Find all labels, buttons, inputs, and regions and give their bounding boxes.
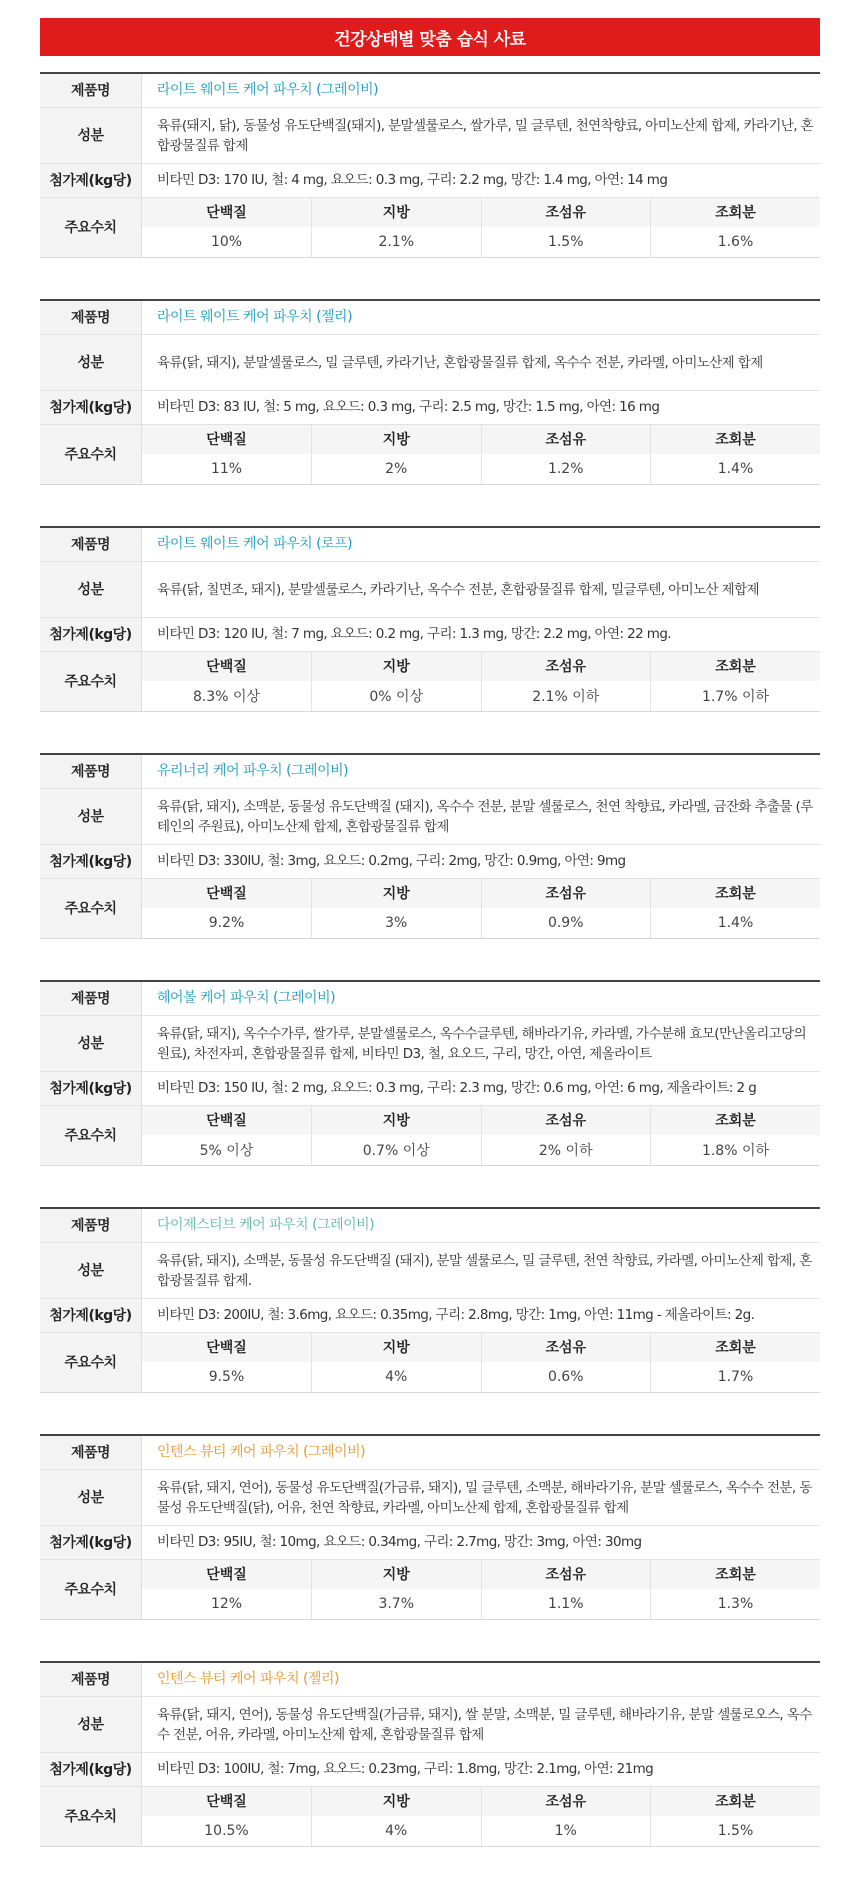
product-table [40, 526, 820, 712]
label-ingredients: 성분 [40, 1242, 142, 1298]
row-additives [40, 1298, 820, 1332]
nutrient-header: 조섬유 [481, 198, 651, 227]
product-name: 인텐스 뷰티 케어 파우치 (그레이비) [142, 1435, 821, 1469]
label-ingredients: 성분 [40, 107, 142, 163]
nutrient-value: 1.5% [481, 227, 651, 257]
row-product-name [40, 300, 820, 334]
row-key-values [40, 651, 820, 711]
row-additives [40, 1071, 820, 1105]
nutrient-header: 조섬유 [481, 1106, 651, 1135]
label-additives: 첨가제(kg당) [40, 617, 142, 651]
product-name: 헤어볼 케어 파우치 (그레이비) [142, 981, 821, 1015]
nutrient-value: 1.4% [651, 908, 821, 938]
row-ingredients [40, 1696, 820, 1752]
nutrient-table [142, 652, 820, 711]
row-additives [40, 1525, 820, 1559]
row-product-name [40, 1435, 820, 1469]
nutrient-value: 9.2% [208, 914, 245, 931]
label-name: 제품명 [40, 981, 142, 1015]
label-ingredients: 성분 [40, 1696, 142, 1752]
ingredients-text: 육류(닭, 돼지), 분말셀룰로스, 밀 글루텐, 카라기난, 혼합광물질류 합제, 옥수수 전분, 카라멜, 아미노산제 합제 [157, 355, 763, 371]
nutrient-value: 0.7% 이상 [312, 1135, 482, 1165]
product-table [40, 1434, 820, 1620]
nutrient-header: 조회분 [651, 1560, 821, 1589]
ingredients-text: 육류(닭, 돼지), 소맥분, 동물성 유도단백질 (돼지), 분말 셀룰로스, 밀 글루텐, 천연 착향료, 카라멜, 아미노산제 합제, 혼합광물질류 합제. [157, 1253, 812, 1289]
nutrient-value: 0.6% [481, 1362, 651, 1392]
nutrient-value: 2.1% 이하 [481, 681, 651, 711]
additives-text: 비타민 D3: 150 IU, 철: 2 mg, 요오드: 0.3 mg, 구리: 2.3 mg, 망간: 0.6 mg, 아연: 6 mg, 제올라이트: 2 g [142, 1071, 821, 1105]
label-key-values: 주요수치 [40, 651, 142, 711]
product-name: 인텐스 뷰티 케어 파우치 (젤리) [142, 1662, 821, 1696]
nutrient-header: 단백질 [142, 652, 312, 681]
label-name: 제품명 [40, 527, 142, 561]
nutrient-header: 단백질 [142, 879, 312, 908]
row-ingredients [40, 1015, 820, 1071]
nutrient-value: 4% [312, 1362, 482, 1392]
row-additives [40, 163, 820, 197]
row-additives [40, 617, 820, 651]
nutrient-value: 4% [312, 1816, 482, 1846]
nutrient-header: 지방 [312, 425, 482, 454]
product-name: 라이트 웨이트 케어 파우치 (그레이비) [142, 73, 821, 107]
label-key-values: 주요수치 [40, 1786, 142, 1846]
nutrient-value: 1.8% 이하 [651, 1135, 821, 1165]
row-product-name [40, 73, 820, 107]
additives-text: 비타민 D3: 330IU, 철: 3mg, 요오드: 0.2mg, 구리: 2mg, 망간: 0.9mg, 아연: 9mg [142, 844, 821, 878]
row-product-name [40, 1208, 820, 1242]
label-additives: 첨가제(kg당) [40, 1298, 142, 1332]
nutrient-value: 9.5% [208, 1368, 245, 1385]
nutrient-header: 조회분 [651, 879, 821, 908]
nutrient-value: 2.1% [312, 227, 482, 257]
nutrient-value: 8.3% 이상 [192, 688, 261, 705]
nutrient-table [142, 1560, 820, 1619]
nutrient-header: 단백질 [142, 1106, 312, 1135]
label-name: 제품명 [40, 300, 142, 334]
label-additives: 첨가제(kg당) [40, 163, 142, 197]
nutrient-value: 3% [312, 908, 482, 938]
nutrient-table [142, 1787, 820, 1846]
nutrient-value: 3.7% [312, 1589, 482, 1619]
row-key-values [40, 1786, 820, 1846]
row-key-values [40, 1559, 820, 1619]
ingredients-text: 육류(닭, 돼지), 소맥분, 동물성 유도단백질 (돼지), 옥수수 전분, 분말 셀룰로스, 천연 착향료, 카라멜, 금잔화 추출물 (루테인의 주원료), 아미노산제 합제, 혼합광물질류 합제 [157, 799, 813, 835]
label-ingredients: 성분 [40, 561, 142, 617]
product-name: 유리너리 케어 파우치 (그레이비) [142, 754, 821, 788]
product-table [40, 980, 820, 1166]
nutrient-value: 12% [210, 1595, 243, 1612]
product-name: 라이트 웨이트 케어 파우치 (로프) [142, 527, 821, 561]
nutrient-header: 조회분 [651, 1333, 821, 1362]
additives-text: 비타민 D3: 100IU, 철: 7mg, 요오드: 0.23mg, 구리: 1.8mg, 망간: 2.1mg, 아연: 21mg [142, 1752, 821, 1786]
nutrient-header: 조섬유 [481, 425, 651, 454]
ingredients-text: 육류(닭, 돼지, 연어), 동물성 유도단백질(가금류, 돼지), 쌀 분말, 소맥분, 밀 글루텐, 해바라기유, 분말 셀룰로오스, 옥수수 전분, 어유, 카라멜, 아미노산제 합제, 혼합광물질류 합제 [157, 1707, 812, 1743]
label-name: 제품명 [40, 754, 142, 788]
label-name: 제품명 [40, 1208, 142, 1242]
row-additives [40, 1752, 820, 1786]
row-key-values [40, 1332, 820, 1392]
nutrient-header: 지방 [312, 1333, 482, 1362]
nutrient-header: 조섬유 [481, 652, 651, 681]
nutrient-value: 5% 이상 [199, 1142, 254, 1159]
nutrient-header: 지방 [312, 1787, 482, 1816]
nutrient-value: 0.9% [481, 908, 651, 938]
nutrient-header: 조회분 [651, 425, 821, 454]
nutrient-header: 단백질 [142, 1560, 312, 1589]
row-ingredients [40, 107, 820, 163]
nutrient-header: 지방 [312, 198, 482, 227]
row-product-name [40, 527, 820, 561]
ingredients-text: 육류(돼지, 닭), 동물성 유도단백질(돼지), 분말셀룰로스, 쌀가루, 밀 글루텐, 천연착향료, 아미노산제 합제, 카라기난, 혼합광물질류 합제 [157, 118, 814, 154]
nutrient-table [142, 1333, 820, 1392]
label-name: 제품명 [40, 1662, 142, 1696]
nutrient-value: 1.2% [481, 454, 651, 484]
nutrient-value: 10.5% [204, 1822, 249, 1839]
product-name: 라이트 웨이트 케어 파우치 (젤리) [142, 300, 821, 334]
nutrient-header: 조회분 [651, 1106, 821, 1135]
nutrient-header: 지방 [312, 1560, 482, 1589]
nutrient-header: 조회분 [651, 198, 821, 227]
additives-text: 비타민 D3: 200IU, 철: 3.6mg, 요오드: 0.35mg, 구리: 2.8mg, 망간: 1mg, 아연: 11mg - 제올라이트: 2g. [142, 1298, 821, 1332]
nutrient-value: 1.5% [651, 1816, 821, 1846]
label-key-values: 주요수치 [40, 1559, 142, 1619]
row-ingredients [40, 1469, 820, 1525]
row-key-values [40, 1105, 820, 1165]
ingredients-text: 육류(닭, 돼지, 연어), 동물성 유도단백질(가금류, 돼지), 밀 글루텐, 소맥분, 해바라기유, 분말 셀룰로스, 옥수수 전분, 동물성 유도단백질(닭), 어유, 천연 착향료, 카라멜, 아미노산제 합제, 혼합광물질류 합제 [157, 1480, 812, 1516]
nutrient-value: 1% [481, 1816, 651, 1846]
page-title-text: 건강상태별 맞춤 습식 사료 [334, 29, 526, 50]
label-additives: 첨가제(kg당) [40, 1525, 142, 1559]
product-table [40, 1661, 820, 1847]
nutrient-table [142, 879, 820, 938]
nutrient-header: 단백질 [142, 1787, 312, 1816]
label-additives: 첨가제(kg당) [40, 390, 142, 424]
nutrient-value: 10% [210, 233, 243, 250]
nutrient-header: 단백질 [142, 1333, 312, 1362]
nutrient-table [142, 198, 820, 257]
nutrient-value: 2% [312, 454, 482, 484]
ingredients-text: 육류(닭, 돼지), 옥수수가루, 쌀가루, 분말셀룰로스, 옥수수글루텐, 해바라기유, 카라멜, 가수분해 효모(만난올리고당의 원료), 차전자피, 혼합광물질류 합제, 비타민 D3, 철, 요오드, 구리, 망간, 아연, 제올라이트 [157, 1026, 807, 1062]
nutrient-value: 1.4% [651, 454, 821, 484]
label-ingredients: 성분 [40, 1015, 142, 1071]
label-additives: 첨가제(kg당) [40, 1071, 142, 1105]
label-name: 제품명 [40, 73, 142, 107]
row-ingredients [40, 561, 820, 617]
row-product-name [40, 1662, 820, 1696]
nutrient-header: 조회분 [651, 652, 821, 681]
label-key-values: 주요수치 [40, 878, 142, 938]
nutrient-header: 지방 [312, 1106, 482, 1135]
nutrient-header: 조섬유 [481, 1333, 651, 1362]
additives-text: 비타민 D3: 170 IU, 철: 4 mg, 요오드: 0.3 mg, 구리: 2.2 mg, 망간: 1.4 mg, 아연: 14 mg [142, 163, 821, 197]
nutrient-header: 조섬유 [481, 1560, 651, 1589]
product-table [40, 299, 820, 485]
row-key-values [40, 878, 820, 938]
nutrient-header: 지방 [312, 652, 482, 681]
label-key-values: 주요수치 [40, 424, 142, 484]
nutrient-value: 1.6% [651, 227, 821, 257]
additives-text: 비타민 D3: 95IU, 철: 10mg, 요오드: 0.34mg, 구리: 2.7mg, 망간: 3mg, 아연: 30mg [142, 1525, 821, 1559]
nutrient-value: 1.7% [651, 1362, 821, 1392]
label-ingredients: 성분 [40, 788, 142, 844]
label-additives: 첨가제(kg당) [40, 1752, 142, 1786]
product-table [40, 72, 820, 258]
row-product-name [40, 754, 820, 788]
nutrient-table [142, 1106, 820, 1165]
row-key-values [40, 197, 820, 257]
label-key-values: 주요수치 [40, 1332, 142, 1392]
nutrient-value: 2% 이하 [481, 1135, 651, 1165]
ingredients-text: 육류(닭, 칠면조, 돼지), 분말셀룰로스, 카라기난, 옥수수 전분, 혼합광물질류 합제, 밀글루텐, 아미노산 제합제 [157, 582, 759, 598]
additives-text: 비타민 D3: 120 IU, 철: 7 mg, 요오드: 0.2 mg, 구리: 1.3 mg, 망간: 2.2 mg, 아연: 22 mg. [142, 617, 821, 651]
nutrient-header: 지방 [312, 879, 482, 908]
label-ingredients: 성분 [40, 1469, 142, 1525]
nutrient-header: 조섬유 [481, 879, 651, 908]
nutrient-header: 조회분 [651, 1787, 821, 1816]
label-key-values: 주요수치 [40, 1105, 142, 1165]
row-product-name [40, 981, 820, 1015]
nutrient-header: 단백질 [142, 425, 312, 454]
label-ingredients: 성분 [40, 334, 142, 390]
nutrient-value: 0% 이상 [312, 681, 482, 711]
additives-text: 비타민 D3: 83 IU, 철: 5 mg, 요오드: 0.3 mg, 구리: 2.5 mg, 망간: 1.5 mg, 아연: 16 mg [142, 390, 821, 424]
row-ingredients [40, 788, 820, 844]
product-table [40, 1207, 820, 1393]
product-name: 다이제스티브 케어 파우치 (그레이비) [142, 1208, 821, 1242]
row-ingredients [40, 334, 820, 390]
row-additives [40, 844, 820, 878]
nutrient-header: 조섬유 [481, 1787, 651, 1816]
label-key-values: 주요수치 [40, 197, 142, 257]
row-additives [40, 390, 820, 424]
row-ingredients [40, 1242, 820, 1298]
page-title [40, 18, 820, 56]
nutrient-table [142, 425, 820, 484]
product-table [40, 753, 820, 939]
row-key-values [40, 424, 820, 484]
nutrient-value: 1.7% 이하 [651, 681, 821, 711]
nutrient-value: 1.1% [481, 1589, 651, 1619]
nutrient-value: 11% [210, 460, 243, 477]
label-name: 제품명 [40, 1435, 142, 1469]
label-additives: 첨가제(kg당) [40, 844, 142, 878]
nutrient-value: 1.3% [651, 1589, 821, 1619]
nutrient-header: 단백질 [142, 198, 312, 227]
